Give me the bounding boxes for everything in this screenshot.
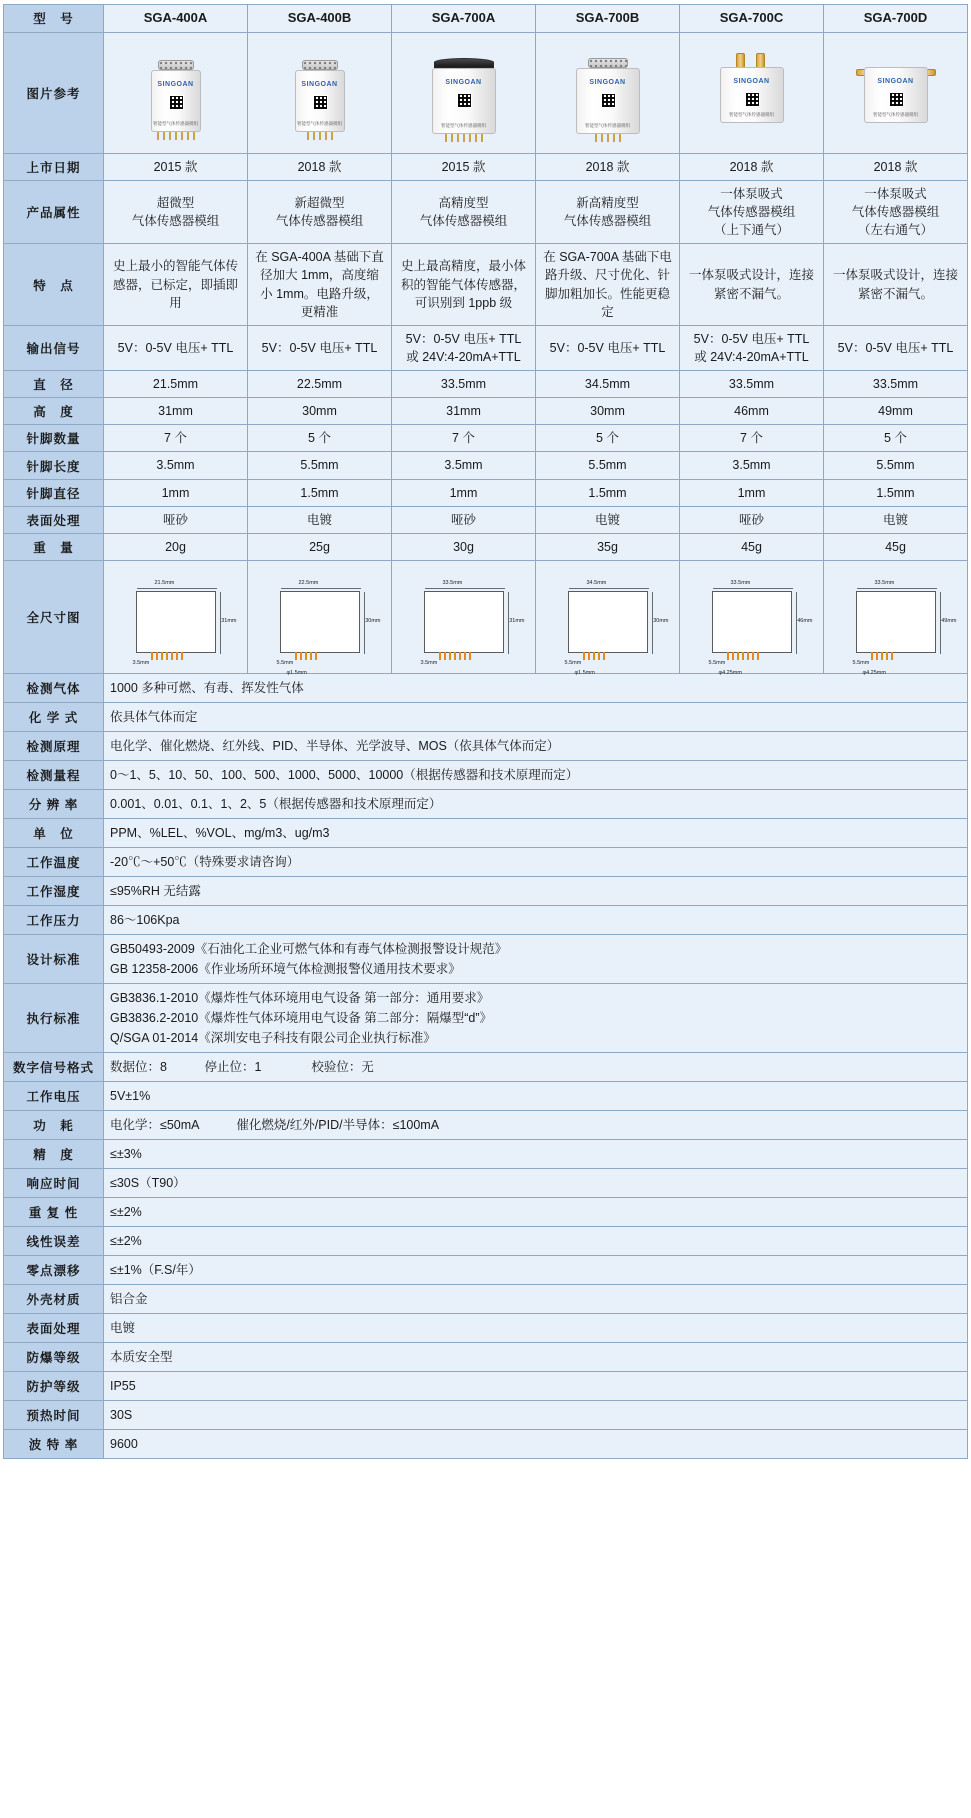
product-image-cell: [824, 32, 968, 153]
row-label: 针脚直径: [4, 479, 104, 506]
spec-value: 电化学、催化燃烧、红外线、PID、半导体、光学波导、MOS（依具体气体而定）: [104, 731, 968, 760]
spec-value: 高精度型 气体传感器模组: [392, 180, 536, 243]
product-image-cell: [536, 32, 680, 153]
spec-value: 0～1、5、10、50、100、500、1000、5000、10000（根据传感器和技术原理而定）: [104, 760, 968, 789]
dimension-drawing: 21.5mm 31mm 3.5mm: [132, 579, 237, 666]
spec-value: ≤±3%: [104, 1139, 968, 1168]
spec-value: 3.5mm: [680, 452, 824, 479]
spec-value: 史上最小的智能气体传感器，已标定，即插即用: [104, 244, 248, 326]
spec-value: 35g: [536, 533, 680, 560]
row-label: 重 复 性: [4, 1197, 104, 1226]
spec-value: 新高精度型 气体传感器模组: [536, 180, 680, 243]
row-label: 预热时间: [4, 1400, 104, 1429]
table-row: [4, 533, 968, 560]
spec-value: 2015 款: [104, 153, 248, 180]
dimension-drawing: 33.5mm 31mm 3.5mm: [420, 579, 525, 666]
product-image-cell: [248, 32, 392, 153]
table-row: [4, 560, 968, 673]
spec-value: 33.5mm: [680, 371, 824, 398]
table-row: [4, 1342, 968, 1371]
table-row: [4, 673, 968, 702]
row-label: 设计标准: [4, 934, 104, 983]
product-photo: SINGOAN 智能型气体传感器模组: [686, 37, 817, 149]
spec-value: 1.5mm: [536, 479, 680, 506]
spec-value: 7 个: [104, 425, 248, 452]
spec-value: 49mm: [824, 398, 968, 425]
model-header: SGA-700C: [680, 5, 824, 33]
product-photo: SINGOAN 智能型气体传感器模组: [542, 37, 673, 149]
table-row: [4, 818, 968, 847]
spec-value: 3.5mm: [104, 452, 248, 479]
row-label: 全尺寸图: [4, 560, 104, 673]
row-label: 表面处理: [4, 506, 104, 533]
row-label: 线性误差: [4, 1226, 104, 1255]
table-row: [4, 325, 968, 370]
spec-value: ≤±2%: [104, 1197, 968, 1226]
row-label: 防爆等级: [4, 1342, 104, 1371]
spec-value: 2018 款: [680, 153, 824, 180]
row-label: 产品属性: [4, 180, 104, 243]
table-row: [4, 1081, 968, 1110]
table-row: [4, 32, 968, 153]
spec-value: 电镀: [536, 506, 680, 533]
spec-value: 7 个: [680, 425, 824, 452]
row-label: 工作电压: [4, 1081, 104, 1110]
table-row: [4, 934, 968, 983]
spec-value: 34.5mm: [536, 371, 680, 398]
spec-value: 5.5mm: [248, 452, 392, 479]
product-photo: SINGOAN 智能型气体传感器模组: [254, 37, 385, 149]
spec-value: 哑砂: [680, 506, 824, 533]
product-image-cell: [104, 32, 248, 153]
row-label: 针脚长度: [4, 452, 104, 479]
model-header: SGA-700B: [536, 5, 680, 33]
table-row: [4, 702, 968, 731]
spec-value: 本质安全型: [104, 1342, 968, 1371]
spec-value: 20g: [104, 533, 248, 560]
spec-value: 一体泵吸式设计，连接紧密不漏气。: [680, 244, 824, 326]
spec-value: 数据位：8 停止位：1 校验位：无: [104, 1052, 968, 1081]
table-row: [4, 1400, 968, 1429]
spec-value: 33.5mm: [392, 371, 536, 398]
spec-value: 一体泵吸式设计，连接紧密不漏气。: [824, 244, 968, 326]
table-row: [4, 479, 968, 506]
dimension-drawing: 33.5mm 49mm 5.5mm φ4.25mm: [852, 579, 957, 676]
model-header: SGA-700A: [392, 5, 536, 33]
spec-value: 5V：0-5V 电压+ TTL 或 24V:4-20mA+TTL: [680, 325, 824, 370]
dimension-cell: [104, 560, 248, 673]
table-row: [4, 905, 968, 934]
spec-value: 30g: [392, 533, 536, 560]
row-label: 针脚数量: [4, 425, 104, 452]
spec-value: ≤30S（T90）: [104, 1168, 968, 1197]
spec-value: 2018 款: [824, 153, 968, 180]
sheet-footer: [3, 1459, 968, 1477]
table-row: [4, 760, 968, 789]
row-label: 波 特 率: [4, 1429, 104, 1458]
table-row: [4, 180, 968, 243]
dimension-cell: [392, 560, 536, 673]
spec-value: 5V：0-5V 电压+ TTL: [536, 325, 680, 370]
dimension-cell: [824, 560, 968, 676]
spec-value: 5V±1%: [104, 1081, 968, 1110]
table-row: [4, 1139, 968, 1168]
row-label: 表面处理: [4, 1313, 104, 1342]
row-label: 输出信号: [4, 325, 104, 370]
spec-value: -20℃～+50℃（特殊要求请咨询）: [104, 847, 968, 876]
model-header: SGA-700D: [824, 5, 968, 33]
spec-value: 依具体气体而定: [104, 702, 968, 731]
row-label: 型 号: [4, 5, 104, 33]
table-row: [4, 452, 968, 479]
table-row: [4, 425, 968, 452]
spec-value: 3.5mm: [392, 452, 536, 479]
spec-value: PPM、%LEL、%VOL、mg/m3、ug/m3: [104, 818, 968, 847]
spec-value: 电镀: [248, 506, 392, 533]
table-row: [4, 398, 968, 425]
table-row: [4, 983, 968, 1052]
row-label: 执行标准: [4, 983, 104, 1052]
spec-value: 5 个: [536, 425, 680, 452]
spec-value: 电化学：≤50mA 催化燃烧/红外/PID/半导体：≤100mA: [104, 1110, 968, 1139]
spec-value: 哑砂: [392, 506, 536, 533]
table-row: [4, 244, 968, 326]
row-label: 检测气体: [4, 673, 104, 702]
table-row: [4, 506, 968, 533]
spec-value: ≤95%RH 无结露: [104, 876, 968, 905]
spec-value: 22.5mm: [248, 371, 392, 398]
spec-value: 2018 款: [536, 153, 680, 180]
row-label: 外壳材质: [4, 1284, 104, 1313]
spec-value: 86～106Kpa: [104, 905, 968, 934]
table-row: [4, 1255, 968, 1284]
spec-value: 31mm: [104, 398, 248, 425]
spec-value: 5V：0-5V 电压+ TTL: [248, 325, 392, 370]
dimension-drawing: 34.5mm 30mm 5.5mm φ1.5mm: [564, 579, 669, 676]
row-label: 精 度: [4, 1139, 104, 1168]
spec-value: 0.001、0.01、0.1、1、2、5（根据传感器和技术原理而定）: [104, 789, 968, 818]
table-row: [4, 731, 968, 760]
spec-value: 31mm: [392, 398, 536, 425]
row-label: 上市日期: [4, 153, 104, 180]
row-label: 特 点: [4, 244, 104, 326]
spec-value: 超微型 气体传感器模组: [104, 180, 248, 243]
row-label: 检测原理: [4, 731, 104, 760]
spec-value: 5 个: [248, 425, 392, 452]
row-label: 功 耗: [4, 1110, 104, 1139]
spec-value: 30mm: [536, 398, 680, 425]
row-label: 单 位: [4, 818, 104, 847]
spec-value: 30mm: [248, 398, 392, 425]
row-label: 零点漂移: [4, 1255, 104, 1284]
spec-value: 一体泵吸式 气体传感器模组 （上下通气）: [680, 180, 824, 243]
table-row: [4, 1313, 968, 1342]
row-label: 化 学 式: [4, 702, 104, 731]
spec-value: ≤±2%: [104, 1226, 968, 1255]
row-label: 直 径: [4, 371, 104, 398]
row-label: 图片参考: [4, 32, 104, 153]
row-label: 高 度: [4, 398, 104, 425]
table-header-row: [4, 5, 968, 33]
spec-value: GB3836.1-2010《爆炸性气体环境用电气设备 第一部分：通用要求》 GB3836.2-2010《爆炸性气体环境用电气设备 第二部分：隔爆型“d”》 Q/SGA 01-2014《深圳安电子科技有限公司企业执行标准》: [104, 983, 968, 1052]
spec-value: ≤±1%（F.S/年）: [104, 1255, 968, 1284]
spec-value: 2015 款: [392, 153, 536, 180]
spec-value: 45g: [824, 533, 968, 560]
row-label: 工作湿度: [4, 876, 104, 905]
spec-value: 1.5mm: [248, 479, 392, 506]
model-header: SGA-400A: [104, 5, 248, 33]
spec-value: 新超微型 气体传感器模组: [248, 180, 392, 243]
spec-value: 史上最高精度，最小体积的智能气体传感器，可识别到 1ppb 级: [392, 244, 536, 326]
spec-value: 5V：0-5V 电压+ TTL 或 24V:4-20mA+TTL: [392, 325, 536, 370]
spec-value: 哑砂: [104, 506, 248, 533]
table-row: [4, 1197, 968, 1226]
dimension-cell: [680, 560, 824, 676]
table-row: [4, 847, 968, 876]
row-label: 防护等级: [4, 1371, 104, 1400]
table-row: [4, 1226, 968, 1255]
spec-value: 9600: [104, 1429, 968, 1458]
spec-value: 21.5mm: [104, 371, 248, 398]
spec-value: 45g: [680, 533, 824, 560]
spec-value: 25g: [248, 533, 392, 560]
spec-value: IP55: [104, 1371, 968, 1400]
spec-value: 5V：0-5V 电压+ TTL: [104, 325, 248, 370]
spec-value: 1.5mm: [824, 479, 968, 506]
table-row: [4, 1052, 968, 1081]
table-row: [4, 1168, 968, 1197]
spec-value: 铝合金: [104, 1284, 968, 1313]
dimension-drawing: 22.5mm 30mm 5.5mm φ1.5mm: [276, 579, 381, 676]
row-label: 工作温度: [4, 847, 104, 876]
spec-value: 在 SGA-700A 基础下电路升级、尺寸优化、针脚加粗加长。性能更稳定: [536, 244, 680, 326]
spec-value: 5 个: [824, 425, 968, 452]
table-row: [4, 1429, 968, 1458]
specification-table: [3, 4, 968, 1459]
product-photo: SINGOAN 智能型气体传感器模组: [398, 37, 529, 149]
product-image-cell: [680, 32, 824, 153]
row-label: 重 量: [4, 533, 104, 560]
spec-value: 7 个: [392, 425, 536, 452]
spec-value: 一体泵吸式 气体传感器模组 （左右通气）: [824, 180, 968, 243]
spec-value: 电镀: [824, 506, 968, 533]
table-row: [4, 371, 968, 398]
spec-value: 2018 款: [248, 153, 392, 180]
spec-value: 33.5mm: [824, 371, 968, 398]
row-label: 分 辨 率: [4, 789, 104, 818]
table-row: [4, 153, 968, 180]
product-photo: SINGOAN 智能型气体传感器模组: [110, 37, 241, 149]
spec-value: 1000 多种可燃、有毒、挥发性气体: [104, 673, 968, 702]
spec-value: 电镀: [104, 1313, 968, 1342]
table-row: [4, 789, 968, 818]
row-label: 响应时间: [4, 1168, 104, 1197]
spec-value: 30S: [104, 1400, 968, 1429]
dimension-cell: [536, 560, 680, 676]
table-row: [4, 1371, 968, 1400]
dimension-cell: [248, 560, 392, 676]
dimension-drawing: 33.5mm 46mm 5.5mm φ4.25mm: [708, 579, 813, 676]
table-row: [4, 1284, 968, 1313]
spec-value: 46mm: [680, 398, 824, 425]
spec-value: 1mm: [392, 479, 536, 506]
row-label: 数字信号格式: [4, 1052, 104, 1081]
spec-value: 5V：0-5V 电压+ TTL: [824, 325, 968, 370]
row-label: 检测量程: [4, 760, 104, 789]
row-label: 工作压力: [4, 905, 104, 934]
spec-value: 1mm: [104, 479, 248, 506]
table-row: [4, 876, 968, 905]
spec-value: 5.5mm: [824, 452, 968, 479]
table-row: [4, 1110, 968, 1139]
spec-value: GB50493-2009《石油化工企业可燃气体和有毒气体检测报警设计规范》 GB 12358-2006《作业场所环境气体检测报警仪通用技术要求》: [104, 934, 968, 983]
spec-value: 在 SGA-400A 基础下直径加大 1mm，高度缩小 1mm。电路升级，更精准: [248, 244, 392, 326]
model-header: SGA-400B: [248, 5, 392, 33]
spec-value: 5.5mm: [536, 452, 680, 479]
product-image-cell: [392, 32, 536, 153]
product-photo: SINGOAN 智能型气体传感器模组: [830, 37, 961, 149]
spec-value: 1mm: [680, 479, 824, 506]
